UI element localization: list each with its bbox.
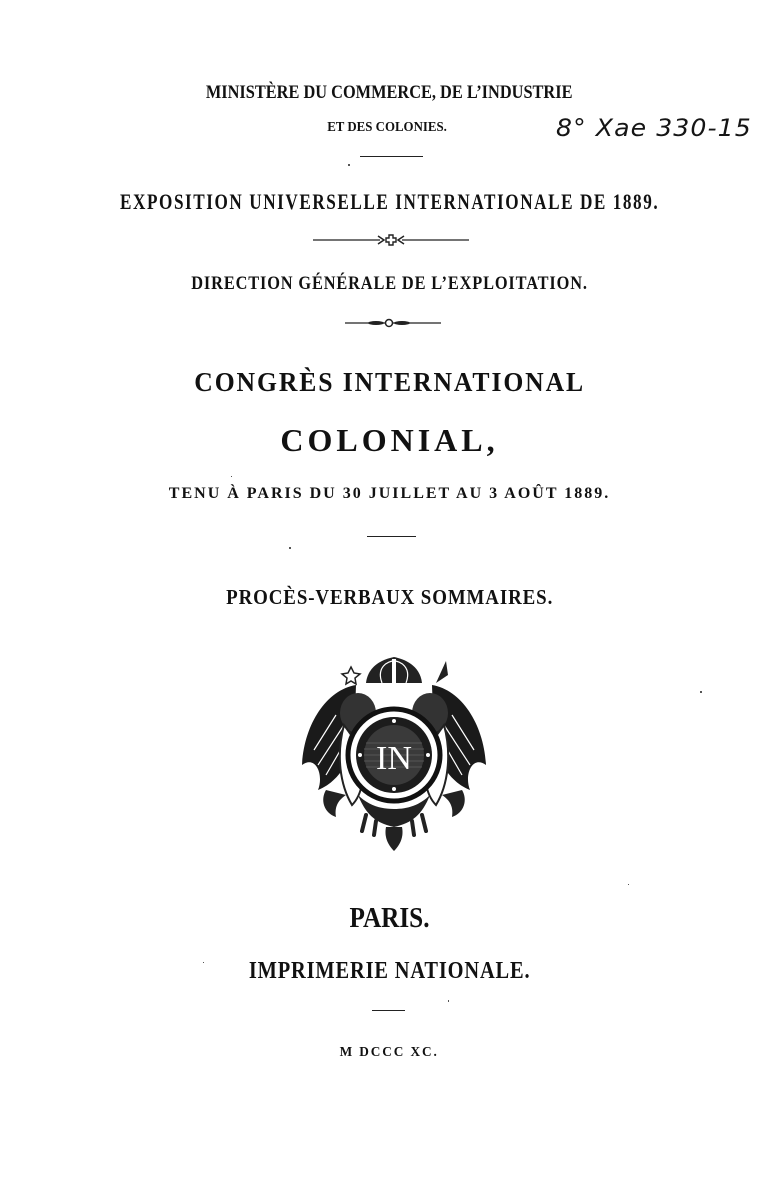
congress-title-line-2-text: COLONIAL,	[280, 422, 499, 458]
divider-rule-2	[367, 536, 416, 537]
ministry-line-2-text: ET DES COLONIES.	[327, 120, 448, 135]
ornamental-divider-oval	[344, 317, 442, 329]
direction-line-text: DIRECTION GÉNÉRALE DE L’EXPLOITATION.	[191, 273, 588, 294]
imprint-printer	[0, 959, 779, 983]
speck	[448, 1000, 449, 1002]
divider-rule-1	[360, 156, 423, 157]
congress-title-line-1	[0, 369, 779, 396]
imprint-year	[0, 1046, 779, 1060]
exposition-title-text: EXPOSITION UNIVERSELLE INTERNATIONALE DE 1889.	[119, 189, 660, 214]
handwritten-shelfmark: 8° Xae 330-15	[556, 114, 752, 142]
exposition-title	[0, 191, 779, 213]
speck	[700, 691, 702, 693]
imprimerie-nationale-emblem-icon	[296, 655, 492, 855]
section-title	[0, 587, 779, 608]
congress-title-line-1-text: CONGRÈS INTERNATIONAL	[194, 367, 585, 397]
speck	[628, 884, 629, 885]
speck	[231, 476, 232, 477]
direction-line	[0, 274, 779, 293]
divider-rule-3	[372, 1010, 405, 1011]
imprint-city-text: PARIS.	[349, 903, 430, 934]
congress-dates-text: TENU À PARIS DU 30 JUILLET AU 3 AOÛT 1889.	[168, 485, 611, 502]
imprint-year-text: M DCCC XC.	[339, 1045, 440, 1060]
congress-title-line-2	[0, 424, 779, 456]
speck	[289, 547, 291, 549]
imprint-city	[0, 905, 779, 933]
speck	[348, 164, 350, 166]
imprint-printer-text: IMPRIMERIE NATIONALE.	[248, 958, 531, 984]
speck	[203, 962, 204, 963]
congress-dates	[0, 486, 779, 502]
emblem-monogram: IN	[376, 740, 412, 777]
ornamental-divider-cross	[312, 232, 470, 248]
ministry-line-1	[0, 83, 779, 102]
section-title-text: PROCÈS-VERBAUX SOMMAIRES.	[225, 585, 554, 609]
ministry-line-1-text: MINISTÈRE DU COMMERCE, DE L’INDUSTRIE	[206, 82, 573, 103]
